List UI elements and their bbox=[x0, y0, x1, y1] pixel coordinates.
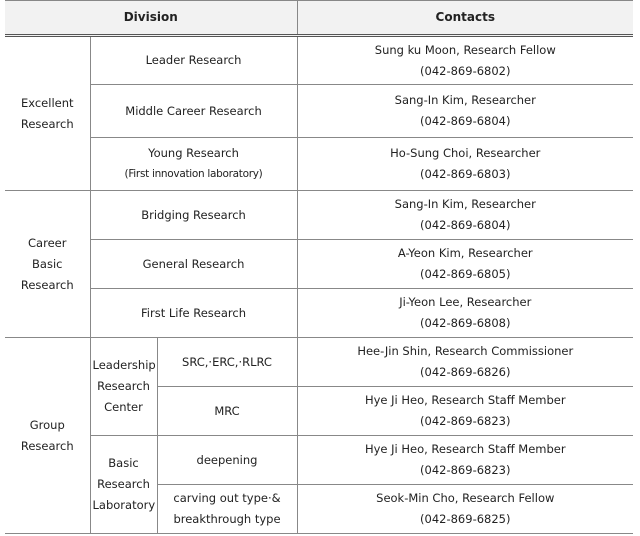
subgroup-basic-research-laboratory: Basic Research Laboratory bbox=[90, 436, 157, 534]
contact-phone: (042-869-6825) bbox=[420, 512, 511, 526]
contact-name: Seok-Min Cho, Research Fellow bbox=[376, 491, 555, 505]
table-row bbox=[5, 436, 633, 485]
subgroup-leadership-research-center: Leadership Research Center bbox=[90, 338, 157, 436]
contact-name: Ho-Sung Choi, Researcher bbox=[390, 146, 541, 160]
division-label: SRC,·ERC,·RLRC bbox=[157, 338, 297, 387]
contact-phone: (042-869-6803) bbox=[420, 167, 511, 181]
contact-cell bbox=[297, 85, 633, 138]
division-label: First Life Research bbox=[90, 289, 297, 338]
contact-name: Sang-In Kim, Researcher bbox=[394, 93, 536, 107]
table-row bbox=[5, 138, 633, 191]
division-label: deepening bbox=[157, 436, 297, 485]
contact-name: Sang-In Kim, Researcher bbox=[394, 197, 536, 211]
contact-name: Hee-Jin Shin, Research Commissioner bbox=[357, 344, 574, 358]
contact-phone: (042-869-6826) bbox=[420, 365, 511, 379]
contact-cell bbox=[297, 36, 633, 85]
contact-cell bbox=[297, 436, 633, 485]
contact-cell bbox=[297, 485, 633, 534]
contact-name: Ji-Yeon Lee, Researcher bbox=[399, 295, 532, 309]
division-label: Leader Research bbox=[90, 36, 297, 85]
contact-name: Hye Ji Heo, Research Staff Member bbox=[364, 393, 566, 407]
contact-cell bbox=[297, 338, 633, 387]
contact-name: Hye Ji Heo, Research Staff Member bbox=[364, 442, 566, 456]
table-row bbox=[5, 338, 633, 387]
contacts-header: Contacts bbox=[297, 1, 633, 36]
division-label: General Research bbox=[90, 240, 297, 289]
group-group-research: Group Research bbox=[5, 338, 90, 534]
table-row bbox=[5, 85, 633, 138]
contact-phone: (042-869-6804) bbox=[420, 114, 511, 128]
contact-phone: (042-869-6823) bbox=[420, 414, 511, 428]
division-label: Middle Career Research bbox=[90, 85, 297, 138]
contact-phone: (042-869-6823) bbox=[420, 463, 511, 477]
contact-phone: (042-869-6805) bbox=[420, 267, 511, 281]
group-career-basic-research: Career Basic Research bbox=[5, 191, 90, 338]
contact-phone: (042-869-6802) bbox=[420, 63, 511, 78]
table-row bbox=[5, 36, 633, 85]
header-row bbox=[5, 1, 633, 36]
contact-cell bbox=[297, 289, 633, 338]
contact-name: Sung ku Moon, Research Fellow bbox=[374, 42, 556, 57]
contact-cell bbox=[297, 387, 633, 436]
division-label: Young Research (First innovation laboratory) bbox=[90, 138, 297, 191]
division-label: Bridging Research bbox=[90, 191, 297, 240]
division-label: carving out type·& breakthrough type bbox=[157, 485, 297, 534]
division-sublabel: (First innovation laboratory) bbox=[124, 168, 263, 180]
contact-cell bbox=[297, 138, 633, 191]
division-header: Division bbox=[5, 1, 297, 36]
contact-name: A-Yeon Kim, Researcher bbox=[397, 246, 533, 260]
division-label: MRC bbox=[157, 387, 297, 436]
contact-cell bbox=[297, 240, 633, 289]
contacts-table bbox=[5, 0, 633, 534]
contact-phone: (042-869-6808) bbox=[420, 316, 511, 330]
contact-cell bbox=[297, 191, 633, 240]
table-row bbox=[5, 191, 633, 240]
table-row bbox=[5, 289, 633, 338]
group-excellent-research: Excellent Research bbox=[5, 36, 90, 191]
table-row bbox=[5, 240, 633, 289]
contact-phone: (042-869-6804) bbox=[420, 218, 511, 232]
